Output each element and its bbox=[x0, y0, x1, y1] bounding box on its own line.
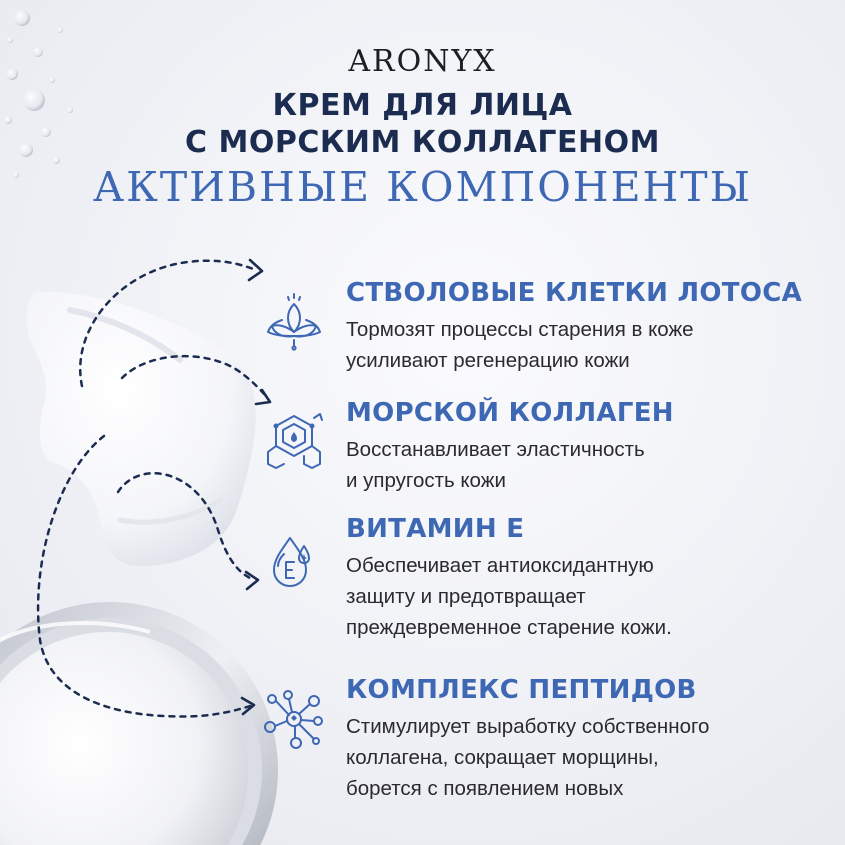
feature-description bbox=[346, 314, 826, 376]
molecule-hexagon-icon bbox=[262, 410, 326, 474]
feature-description-line: и упругость кожи bbox=[346, 469, 506, 492]
lotus-icon bbox=[262, 290, 326, 354]
product-title-line-2: С МОРСКИМ КОЛЛАГЕНОМ bbox=[185, 125, 660, 160]
feature-description-line: Стимулирует выработку собственного bbox=[346, 715, 710, 738]
brand-logo: ARONYX bbox=[348, 44, 497, 79]
feature-description bbox=[346, 711, 826, 804]
feature-title: КОМПЛЕКС ПЕПТИДОВ bbox=[346, 675, 697, 705]
feature-description-line: преждевременное старение кожи. bbox=[346, 616, 672, 639]
feature-description-line: Восстанавливает эластичность bbox=[346, 438, 645, 461]
feature-title: ВИТАМИН Е bbox=[346, 514, 525, 544]
feature-description-line: коллагена, сокращает морщины, bbox=[346, 746, 659, 769]
peptide-network-icon bbox=[262, 687, 326, 751]
product-title-line-1: КРЕМ ДЛЯ ЛИЦА bbox=[272, 88, 573, 123]
feature-description-line: Обеспечивает антиоксидантную bbox=[346, 554, 654, 577]
cream-jar bbox=[0, 602, 278, 845]
feature-description bbox=[346, 434, 826, 496]
feature-title: МОРСКОЙ КОЛЛАГЕН bbox=[346, 398, 674, 428]
feature-description-line: Тормозят процессы старения в коже bbox=[346, 318, 694, 341]
section-subtitle: АКТИВНЫЕ КОМПОНЕНТЫ bbox=[93, 163, 752, 211]
feature-description-line: борется с появлением новых bbox=[346, 777, 624, 800]
feature-description-line: усиливают регенерацию кожи bbox=[346, 349, 630, 372]
feature-title: СТВОЛОВЫЕ КЛЕТКИ ЛОТОСА bbox=[346, 278, 803, 308]
vitamin-e-drop-icon bbox=[262, 526, 326, 590]
feature-description-line: защиту и предотвращает bbox=[346, 585, 586, 608]
feature-description bbox=[346, 550, 826, 643]
